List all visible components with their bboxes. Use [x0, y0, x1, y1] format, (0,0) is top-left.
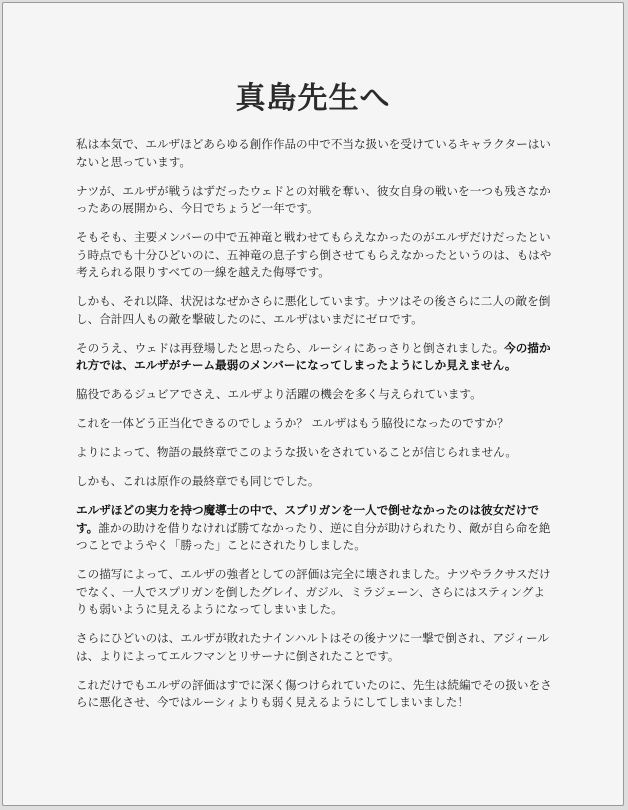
paragraph-emphasis: エルザほどの実力を持つ魔導士の中で、スプリガンを一人で倒せなかったのは彼女だけです。: [76, 503, 539, 535]
paragraph: [76, 136, 554, 171]
paragraph-text: 脇役であるジュビアでさえ、エルザより活躍の機会を多く与えられています。: [76, 387, 482, 401]
paragraph: [76, 630, 554, 665]
paragraph-text: 誰かの助けを借りなければ勝てなかったり、逆に自分が助けられたり、敵が自ら命を絶つことでようやく「勝った」ことにされたりしました。: [76, 520, 551, 552]
paragraph: [76, 415, 554, 433]
paragraph: [76, 340, 554, 375]
paragraph-text: 私は本気で、エルザほどあらゆる創作作品の中で不当な扱いを受けているキャラクターはいないと思っています。: [76, 137, 551, 169]
paragraph: [76, 444, 554, 462]
paragraph-emphasis: 今の描かれ方では、エルザがチーム最弱のメンバーになってしまったようにしか見えません。: [76, 340, 551, 372]
paragraph: [76, 229, 554, 282]
paragraph: [76, 183, 554, 218]
paragraph-text: そのうえ、ウェドは再登場したと思ったら、ルーシィにあっさりと倒されました。: [76, 340, 505, 355]
letter-body: [76, 136, 554, 723]
paragraph: [76, 473, 554, 491]
paragraph-text: ナツが、エルザが戦うはずだったウェドとの対戦を奪い、彼女自身の戦いを一つも残さなかったあの展開から、今日でちょうど一年です。: [76, 183, 551, 215]
paragraph: [76, 566, 554, 619]
paragraph-text: この描写によって、エルザの強者としての評価は完全に壊されました。ナツやラクサスだけでなく、一人でスプリガンを倒したグレイ、ガジル、ミラジェーン、さらにはスティングよりも弱いように見えるようになってしまいました。: [76, 567, 551, 616]
paragraph-text: さらにひどいのは、エルザが敗れたナインハルトはその後ナツに一撃で倒され、アジィールは、よりによってエルフマンとリサーナに倒されたことです。: [76, 631, 549, 663]
paragraph-text: よりによって、物語の最終章でこのような扱いをされていることが信じられません。: [76, 445, 518, 459]
paragraph-text: これを一体どう正当化できるのでしょうか？ エルザはもう脇役になったのですか？: [76, 416, 509, 430]
letter-title: 真島先生へ: [235, 81, 391, 116]
paragraph-text: しかも、それ以降、状況はなぜかさらに悪化しています。ナツはその後さらに二人の敵を倒し、合計四人もの敵を撃破したのに、エルザはいまだにゼロです。: [76, 294, 551, 326]
paragraph-text: そもそも、主要メンバーの中で五神竜と戦わせてもらえなかったのがエルザだけだったという時点でも十分ひどいのに、五神竜の息子すら倒させてもらえなかったというのは、もはや考えられる限りすべての一線を越えた侮辱です。: [76, 230, 552, 279]
paragraph: [76, 386, 554, 404]
paragraph-text: しかも、これは原作の最終章でも同じでした。: [76, 474, 320, 488]
paragraph: [76, 502, 554, 555]
letter-page: [2, 2, 624, 806]
paragraph-text: これだけでもエルザの評価はすでに深く傷つけられていたのに、先生は続編でその扱いをさらに悪化させ、今ではルーシィよりも弱く見えるようにしてしまいました！: [76, 677, 552, 709]
paragraph: [76, 677, 554, 712]
paragraph: [76, 293, 554, 328]
